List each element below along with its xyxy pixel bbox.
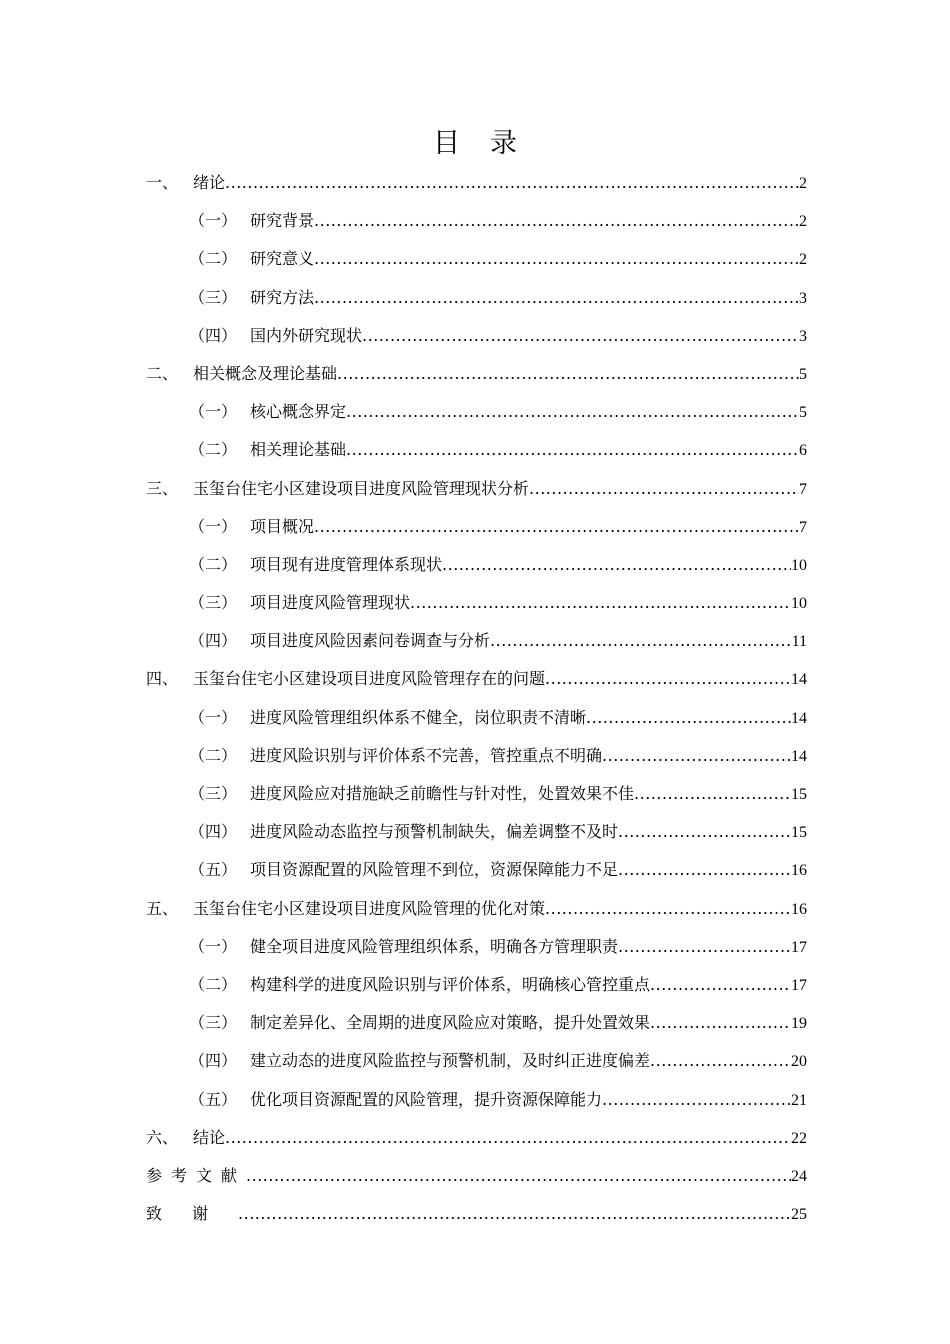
toc-page-number: 20 bbox=[791, 1053, 807, 1071]
toc-entry-title: 国内外研究现状 bbox=[250, 325, 363, 345]
toc-entry-number: 四、 bbox=[146, 669, 179, 689]
toc-page-number: 15 bbox=[791, 786, 807, 803]
toc-dot-leader bbox=[238, 1195, 791, 1233]
toc-page-number: 2 bbox=[799, 251, 807, 269]
toc-entry[interactable] bbox=[146, 890, 807, 928]
toc-entry-number: （二） bbox=[189, 745, 238, 765]
toc-page-number: 6 bbox=[799, 442, 807, 460]
toc-entry-number: （二） bbox=[189, 974, 238, 994]
toc-entry[interactable] bbox=[146, 317, 807, 355]
toc-entry-number: 三、 bbox=[146, 478, 179, 498]
toc-entry[interactable] bbox=[146, 1157, 807, 1195]
toc-entry[interactable] bbox=[146, 1195, 807, 1233]
toc-dot-leader bbox=[314, 279, 799, 317]
toc-entry[interactable] bbox=[146, 1004, 807, 1042]
toc-entry[interactable] bbox=[146, 699, 807, 737]
toc-page-number: 3 bbox=[799, 289, 807, 307]
toc-entry-number: 一、 bbox=[146, 173, 179, 192]
toc-entry-title: 玉玺台住宅小区建设项目进度风险管理的优化对策 bbox=[193, 898, 546, 918]
toc-page-number: 7 bbox=[799, 480, 807, 498]
toc-entry-number: （四） bbox=[189, 325, 238, 345]
toc-page-number: 16 bbox=[791, 900, 807, 918]
toc-entry-number: （三） bbox=[189, 1013, 238, 1033]
toc-entry-title: 项目进度风险管理现状 bbox=[250, 593, 411, 613]
toc-entry[interactable] bbox=[146, 355, 807, 393]
toc-entry-number: （五） bbox=[189, 1089, 238, 1109]
toc-entry-title: 优化项目资源配置的风险管理，提升资源保障能力 bbox=[250, 1089, 603, 1109]
toc-dot-leader bbox=[346, 431, 799, 469]
toc-entry-title: 研究背景 bbox=[250, 211, 315, 231]
toc-entry-title: 玉玺台住宅小区建设项目进度风险管理存在的问题 bbox=[193, 669, 546, 689]
toc-entry[interactable] bbox=[146, 584, 807, 622]
toc-entry[interactable] bbox=[146, 1081, 807, 1119]
toc-entry-number: （二） bbox=[189, 554, 238, 574]
toc-dot-leader bbox=[586, 699, 791, 737]
toc-dot-leader bbox=[650, 966, 791, 1004]
toc-entry-title: 构建科学的进度风险识别与评价体系，明确核心管控重点 bbox=[250, 974, 651, 994]
toc-dot-leader bbox=[225, 1119, 791, 1157]
toc-entry[interactable] bbox=[146, 737, 807, 775]
toc-entry-number: （五） bbox=[189, 860, 238, 880]
toc-entry-number: （二） bbox=[189, 440, 238, 460]
toc-title-part-1: 目 bbox=[433, 128, 460, 159]
toc-page-number: 17 bbox=[791, 938, 807, 956]
toc-page-number: 16 bbox=[791, 862, 807, 880]
toc-entry[interactable] bbox=[146, 164, 807, 202]
toc-entry-title: 进度风险管理组织体系不健全，岗位职责不清晰 bbox=[250, 707, 587, 727]
toc-dot-leader bbox=[618, 813, 791, 851]
toc-entry-title: 项目概况 bbox=[250, 516, 315, 536]
toc-entry-title: 制定差异化、全周期的进度风险应对策略，提升处置效果 bbox=[250, 1013, 651, 1033]
toc-page-number: 21 bbox=[791, 1091, 807, 1109]
toc-entry-title: 致谢 bbox=[146, 1204, 239, 1224]
toc-entry-number: （二） bbox=[189, 249, 238, 269]
toc-entry[interactable] bbox=[146, 851, 807, 889]
toc-entry-title: 进度风险动态监控与预警机制缺失，偏差调整不及时 bbox=[250, 822, 619, 842]
toc-entry[interactable] bbox=[146, 393, 807, 431]
toc-entry[interactable] bbox=[146, 622, 807, 660]
toc-entry[interactable] bbox=[146, 928, 807, 966]
toc-entry[interactable] bbox=[146, 508, 807, 546]
toc-entry[interactable] bbox=[146, 1042, 807, 1080]
toc-page-number: 15 bbox=[791, 824, 807, 842]
toc-entry-number: 二、 bbox=[146, 363, 179, 383]
toc-entry-number: （四） bbox=[189, 822, 238, 842]
toc-entry-title: 项目资源配置的风险管理不到位，资源保障能力不足 bbox=[250, 860, 619, 880]
toc-page-number: 11 bbox=[791, 633, 807, 651]
toc-entry-number: （三） bbox=[189, 593, 238, 613]
toc-dot-leader bbox=[650, 1042, 791, 1080]
toc-entry-number: （一） bbox=[189, 211, 238, 231]
toc-page-number: 14 bbox=[791, 671, 807, 689]
toc-dot-leader bbox=[618, 851, 791, 889]
toc-entry-title: 建立动态的进度风险监控与预警机制，及时纠正进度偏差 bbox=[250, 1051, 651, 1071]
toc-dot-leader bbox=[529, 470, 799, 508]
toc-entry[interactable] bbox=[146, 966, 807, 1004]
toc-page-number: 10 bbox=[791, 595, 807, 613]
toc-dot-leader bbox=[545, 660, 791, 698]
toc-entry-title: 绪论 bbox=[193, 173, 226, 192]
toc-page-number: 14 bbox=[791, 709, 807, 727]
toc-entry-title: 进度风险应对措施缺乏前瞻性与针对性，处置效果不佳 bbox=[250, 784, 635, 803]
toc-entry-title: 健全项目进度风险管理组织体系，明确各方管理职责 bbox=[250, 936, 619, 956]
toc-dot-leader bbox=[346, 393, 799, 431]
toc-page-number: 2 bbox=[799, 213, 807, 231]
toc-entry[interactable] bbox=[146, 660, 807, 698]
toc-dot-leader bbox=[650, 1004, 791, 1042]
toc-entry-title: 研究方法 bbox=[250, 287, 315, 307]
toc-dot-leader bbox=[618, 928, 791, 966]
toc-page-number: 5 bbox=[799, 404, 807, 422]
toc-dot-leader bbox=[602, 1081, 791, 1119]
toc-page-number: 22 bbox=[791, 1129, 807, 1147]
toc-page-number: 7 bbox=[799, 518, 807, 536]
toc-entry-title: 项目现有进度管理体系现状 bbox=[250, 554, 443, 574]
toc-dot-leader bbox=[225, 164, 799, 202]
toc-page-number: 17 bbox=[791, 976, 807, 994]
toc-entry[interactable] bbox=[146, 1119, 807, 1157]
toc-dot-leader bbox=[337, 355, 799, 393]
toc-entry[interactable] bbox=[146, 279, 807, 317]
toc-entry[interactable] bbox=[146, 240, 807, 278]
toc-title bbox=[0, 126, 950, 162]
toc-entry-title: 结论 bbox=[193, 1127, 226, 1147]
toc-entry-number: （一） bbox=[189, 707, 238, 727]
toc-dot-leader bbox=[634, 775, 791, 813]
toc-page-number: 25 bbox=[791, 1206, 807, 1224]
toc-dot-leader bbox=[314, 202, 799, 240]
toc-entry-number: 六、 bbox=[146, 1127, 179, 1147]
toc-entry[interactable] bbox=[146, 813, 807, 851]
toc-entry-title: 相关理论基础 bbox=[250, 440, 347, 460]
toc-entry-title: 相关概念及理论基础 bbox=[193, 363, 338, 383]
toc-page-number: 19 bbox=[791, 1015, 807, 1033]
toc-entry-title: 进度风险识别与评价体系不完善，管控重点不明确 bbox=[250, 745, 603, 765]
toc-dot-leader bbox=[490, 622, 792, 660]
toc-title-part-2: 录 bbox=[490, 128, 517, 159]
toc-page-number: 24 bbox=[791, 1167, 807, 1185]
toc-dot-leader bbox=[410, 584, 791, 622]
toc-page-number: 3 bbox=[799, 327, 807, 345]
toc-entry[interactable] bbox=[146, 775, 807, 813]
toc-entry-title: 研究意义 bbox=[250, 249, 315, 269]
toc-entry-number: 五、 bbox=[146, 898, 179, 918]
toc-dot-leader bbox=[442, 546, 791, 584]
toc-entry-title: 玉玺台住宅小区建设项目进度风险管理现状分析 bbox=[193, 478, 530, 498]
toc-entry[interactable] bbox=[146, 202, 807, 240]
toc-entry-number: （一） bbox=[189, 936, 238, 956]
toc-page-number: 10 bbox=[791, 556, 807, 574]
toc-entry-number: （三） bbox=[189, 287, 238, 307]
toc-entry-number: （一） bbox=[189, 402, 238, 422]
toc-entry-number: （四） bbox=[189, 631, 238, 651]
toc-entry-number: （四） bbox=[189, 1051, 238, 1071]
toc-page-number: 14 bbox=[791, 747, 807, 765]
toc-page-number: 5 bbox=[799, 365, 807, 383]
toc-dot-leader bbox=[362, 317, 799, 355]
toc-entry[interactable] bbox=[146, 470, 807, 508]
toc-entry-number: （一） bbox=[189, 516, 238, 536]
toc-entry-title: 核心概念界定 bbox=[250, 402, 347, 422]
toc-dot-leader bbox=[545, 890, 791, 928]
toc-entry-number: （三） bbox=[189, 784, 238, 803]
toc-entry[interactable] bbox=[146, 546, 807, 584]
toc-entry-title: 参考文献 bbox=[146, 1165, 247, 1185]
toc-list bbox=[146, 164, 807, 1233]
toc-dot-leader bbox=[602, 737, 791, 775]
toc-dot-leader bbox=[314, 508, 799, 546]
toc-dot-leader bbox=[314, 240, 799, 278]
toc-entry-title: 项目进度风险因素问卷调查与分析 bbox=[250, 631, 491, 651]
toc-entry[interactable] bbox=[146, 431, 807, 469]
toc-page-number: 2 bbox=[799, 175, 807, 192]
toc-dot-leader bbox=[246, 1157, 791, 1195]
